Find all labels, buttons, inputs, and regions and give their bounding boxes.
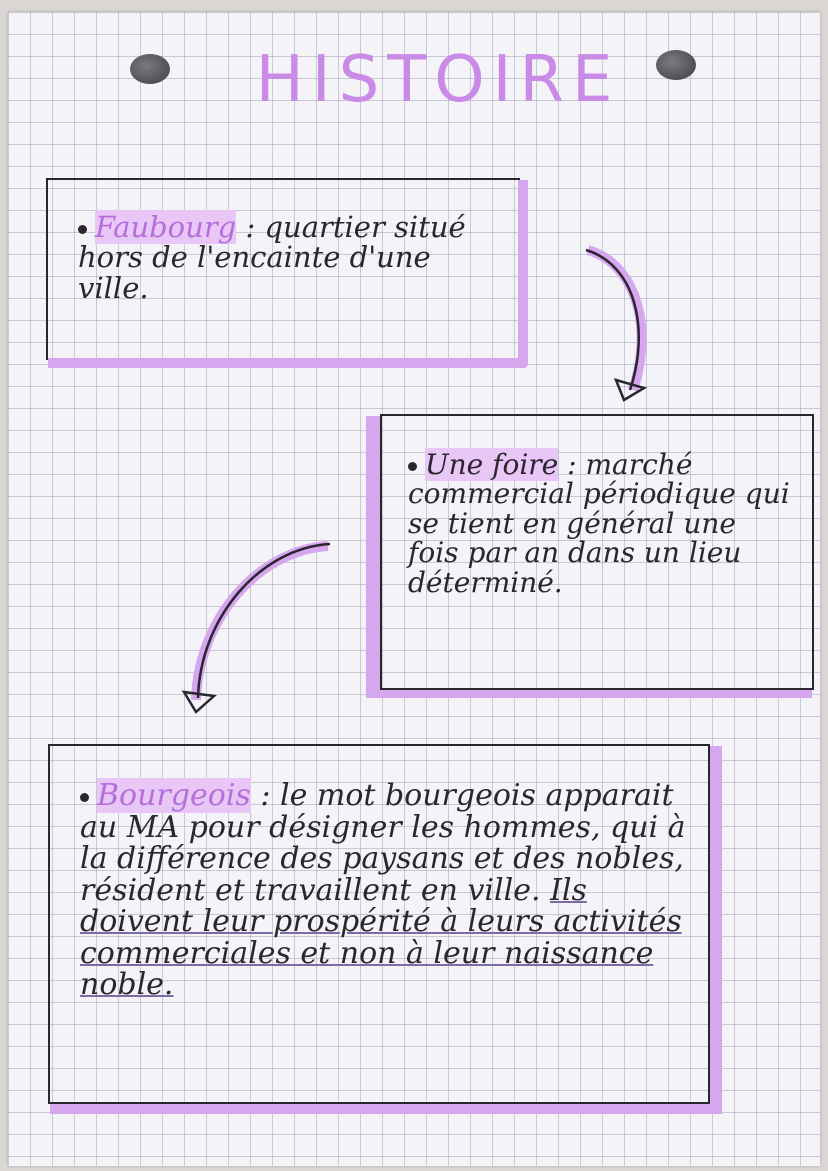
definition-body: quartier situé hors de l'encainte d'une ville. xyxy=(78,210,466,305)
definition-separator: : xyxy=(567,448,577,481)
definition-box-bourgeois xyxy=(48,744,710,1104)
binder-hole-left xyxy=(130,54,170,84)
definition-term: Une foire xyxy=(425,448,559,481)
definition-body: marché commercial périodique qui se tient en général une fois par an dans un lieu déterminé. xyxy=(408,448,790,599)
definition-separator: : xyxy=(245,210,256,244)
binder-hole-right xyxy=(656,50,696,80)
definition-text xyxy=(408,450,794,597)
bullet-icon xyxy=(80,793,89,802)
bullet-icon xyxy=(408,462,417,471)
curved-arrow-icon xyxy=(578,240,658,410)
definition-body: le mot bourgeois apparait au MA pour désigner les hommes, qui à la différence des paysans et des nobles, résident et travaillent en ville. xyxy=(80,778,686,908)
page-title: HISTOIRE xyxy=(255,43,621,117)
notebook-sheet xyxy=(8,12,820,1166)
definition-underlined: Ils doivent leur prospérité à leurs activités commerciales et non à leur naissance noble. xyxy=(80,872,682,1002)
definition-text xyxy=(80,780,694,1001)
definition-box-faubourg xyxy=(46,178,520,360)
definition-term: Faubourg xyxy=(95,210,237,244)
definition-text xyxy=(78,212,500,303)
curved-arrow-icon xyxy=(178,540,348,720)
definition-term: Bourgeois xyxy=(97,778,251,813)
definition-box-foire xyxy=(380,414,814,690)
bullet-icon xyxy=(78,225,87,234)
definition-separator: : xyxy=(260,778,271,813)
